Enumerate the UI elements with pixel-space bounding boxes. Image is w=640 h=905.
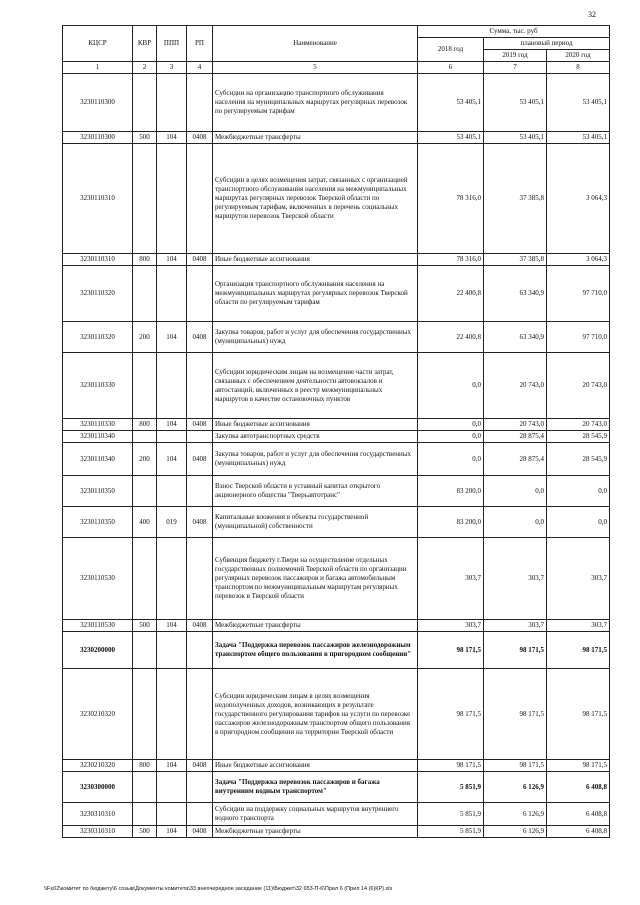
- name-cell: Организация транспортного обслуживания населения на межмуниципальных маршрутах регулярных перевозок Тверской области по регулируемым тарифам: [213, 266, 418, 322]
- kcsr-cell: 3230110320: [63, 322, 133, 353]
- value-2018-cell: 78 316,0: [418, 254, 484, 266]
- value-2019-cell: 63 340,9: [484, 266, 547, 322]
- rp-cell: [187, 803, 213, 826]
- value-2020-cell: 303,7: [547, 538, 610, 620]
- value-2019-cell: 6 126,9: [484, 826, 547, 838]
- table-row: [63, 254, 610, 266]
- table-row: [63, 353, 610, 419]
- kvr-cell: [133, 803, 157, 826]
- value-2020-cell: 98 171,5: [547, 760, 610, 772]
- value-2019-cell: 37 385,8: [484, 254, 547, 266]
- ppp-cell: 104: [157, 322, 187, 353]
- kvr-cell: [133, 772, 157, 803]
- kvr-cell: [133, 74, 157, 132]
- rp-cell: 0408: [187, 760, 213, 772]
- col-ppp-header: ППП: [157, 26, 187, 62]
- table-body: [63, 74, 610, 838]
- kcsr-cell: 3230210320: [63, 669, 133, 760]
- kvr-cell: 400: [133, 507, 157, 538]
- col-kvr-header: КВР: [133, 26, 157, 62]
- table-row: [63, 431, 610, 443]
- kvr-cell: 500: [133, 826, 157, 838]
- table-row: [63, 443, 610, 476]
- col-kcsr-header: КЦСР: [63, 26, 133, 62]
- kvr-cell: [133, 538, 157, 620]
- ppp-cell: [157, 803, 187, 826]
- kvr-cell: 200: [133, 443, 157, 476]
- value-2020-cell: 6 408,8: [547, 803, 610, 826]
- kcsr-cell: 3230110300: [63, 74, 133, 132]
- budget-table: [62, 25, 610, 838]
- ppp-cell: [157, 144, 187, 254]
- ppp-cell: 104: [157, 419, 187, 431]
- kcsr-cell: 3230110530: [63, 538, 133, 620]
- kvr-cell: [133, 431, 157, 443]
- table-row: [63, 266, 610, 322]
- value-2020-cell: 0,0: [547, 507, 610, 538]
- planned-period-header: плановый период: [484, 38, 610, 50]
- value-2018-cell: 98 171,5: [418, 760, 484, 772]
- value-2020-cell: 53 405,1: [547, 132, 610, 144]
- value-2018-cell: 83 200,0: [418, 507, 484, 538]
- col-name-header: Наименование: [213, 26, 418, 62]
- value-2020-cell: 98 171,5: [547, 669, 610, 760]
- ppp-cell: [157, 772, 187, 803]
- kvr-cell: 800: [133, 254, 157, 266]
- value-2018-cell: 53 405,1: [418, 132, 484, 144]
- value-2018-cell: 0,0: [418, 431, 484, 443]
- ppp-cell: 019: [157, 507, 187, 538]
- value-2019-cell: 303,7: [484, 538, 547, 620]
- kvr-cell: [133, 669, 157, 760]
- col-rp-header: РП: [187, 26, 213, 62]
- ppp-cell: [157, 476, 187, 507]
- value-2018-cell: 303,7: [418, 538, 484, 620]
- ppp-cell: [157, 669, 187, 760]
- rp-cell: [187, 266, 213, 322]
- col-number: 4: [187, 62, 213, 74]
- value-2020-cell: 3 064,3: [547, 254, 610, 266]
- kvr-cell: 500: [133, 620, 157, 632]
- value-2018-cell: 0,0: [418, 443, 484, 476]
- rp-cell: 0408: [187, 620, 213, 632]
- rp-cell: [187, 476, 213, 507]
- value-2020-cell: 97 710,0: [547, 322, 610, 353]
- col-2019-header: 2019 год: [484, 50, 547, 62]
- kcsr-cell: 3230110330: [63, 419, 133, 431]
- kcsr-cell: 3230310310: [63, 826, 133, 838]
- value-2020-cell: 6 408,8: [547, 772, 610, 803]
- kcsr-cell: 3230110320: [63, 266, 133, 322]
- rp-cell: [187, 144, 213, 254]
- value-2018-cell: 0,0: [418, 353, 484, 419]
- name-cell: Субвенция бюджету г.Твери на осуществление отдельных государственных полномочий Тверской области по организации регулярных перевозок пассажиров и багажа автомобильным транспортом по межмуниципальным маршрутам регулярных перевозок в Тверской области: [213, 538, 418, 620]
- rp-cell: 0408: [187, 507, 213, 538]
- value-2019-cell: 0,0: [484, 507, 547, 538]
- kcsr-cell: 3230110310: [63, 144, 133, 254]
- ppp-cell: [157, 632, 187, 669]
- table-row: [63, 538, 610, 620]
- ppp-cell: 104: [157, 443, 187, 476]
- kcsr-cell: 3230200000: [63, 632, 133, 669]
- value-2018-cell: 98 171,5: [418, 632, 484, 669]
- value-2019-cell: 6 126,9: [484, 803, 547, 826]
- value-2018-cell: 0,0: [418, 419, 484, 431]
- kvr-cell: 800: [133, 760, 157, 772]
- ppp-cell: [157, 431, 187, 443]
- value-2019-cell: 28 875,4: [484, 443, 547, 476]
- kcsr-cell: 3230110330: [63, 353, 133, 419]
- table-row: [63, 620, 610, 632]
- value-2020-cell: 0,0: [547, 476, 610, 507]
- name-cell: Иные бюджетные ассигнования: [213, 254, 418, 266]
- value-2019-cell: 0,0: [484, 476, 547, 507]
- ppp-cell: [157, 353, 187, 419]
- kvr-cell: [133, 476, 157, 507]
- kvr-cell: 200: [133, 322, 157, 353]
- ppp-cell: 104: [157, 254, 187, 266]
- rp-cell: [187, 772, 213, 803]
- value-2018-cell: 78 316,0: [418, 144, 484, 254]
- col-number: 1: [63, 62, 133, 74]
- value-2020-cell: 97 710,0: [547, 266, 610, 322]
- value-2019-cell: 53 405,1: [484, 74, 547, 132]
- kvr-cell: [133, 266, 157, 322]
- value-2018-cell: 53 405,1: [418, 74, 484, 132]
- value-2019-cell: 6 126,9: [484, 772, 547, 803]
- value-2018-cell: 22 400,8: [418, 266, 484, 322]
- value-2019-cell: 98 171,5: [484, 632, 547, 669]
- rp-cell: [187, 669, 213, 760]
- rp-cell: [187, 538, 213, 620]
- page-number: 32: [588, 10, 596, 19]
- name-cell: Субсидии на поддержку социальных маршрутов внутреннего водного транспорта: [213, 803, 418, 826]
- ppp-cell: [157, 266, 187, 322]
- kcsr-cell: 3230210320: [63, 760, 133, 772]
- kvr-cell: 500: [133, 132, 157, 144]
- name-cell: Иные бюджетные ассигнования: [213, 760, 418, 772]
- name-cell: Субсидии на организацию транспортного обслуживания населения на муниципальных маршрутах регулярных перевозок по регулируемым тарифам: [213, 74, 418, 132]
- value-2019-cell: 63 340,9: [484, 322, 547, 353]
- ppp-cell: [157, 74, 187, 132]
- value-2019-cell: 20 743,0: [484, 353, 547, 419]
- col-number: 2: [133, 62, 157, 74]
- name-cell: Капитальные вложения в объекты государственной (муниципальной) собственности: [213, 507, 418, 538]
- value-2018-cell: 98 171,5: [418, 669, 484, 760]
- name-cell: Задача "Поддержка перевозок пассажиров железнодорожным транспортом общего пользования в пригородном сообщении": [213, 632, 418, 669]
- name-cell: Взнос Тверской области в уставный капитал открытого акционерного общества "Тверьавтотранс": [213, 476, 418, 507]
- kcsr-cell: 3230300000: [63, 772, 133, 803]
- value-2020-cell: 303,7: [547, 620, 610, 632]
- table-row: [63, 419, 610, 431]
- rp-cell: [187, 632, 213, 669]
- value-2018-cell: 5 851,9: [418, 826, 484, 838]
- table-row: [63, 772, 610, 803]
- col-number: 8: [547, 62, 610, 74]
- col-2020-header: 2020 год: [547, 50, 610, 62]
- value-2020-cell: 28 545,9: [547, 431, 610, 443]
- name-cell: Субсидии юридическим лицам на возмещение части затрат, связанных с обеспечением деятельности автовокзалов и автостанций, включенных в реестр межмуниципальных маршрутов в качестве остановочных пунктов: [213, 353, 418, 419]
- value-2020-cell: 20 743,0: [547, 419, 610, 431]
- rp-cell: 0408: [187, 419, 213, 431]
- table-row: [63, 803, 610, 826]
- ppp-cell: 104: [157, 132, 187, 144]
- kcsr-cell: 3230110300: [63, 132, 133, 144]
- table-row: [63, 507, 610, 538]
- table-row: [63, 476, 610, 507]
- table-row: [63, 132, 610, 144]
- col-number: 3: [157, 62, 187, 74]
- table-row: [63, 760, 610, 772]
- table-row: [63, 826, 610, 838]
- value-2018-cell: 83 200,0: [418, 476, 484, 507]
- value-2020-cell: 20 743,0: [547, 353, 610, 419]
- rp-cell: 0408: [187, 254, 213, 266]
- kvr-cell: [133, 632, 157, 669]
- value-2019-cell: 37 385,8: [484, 144, 547, 254]
- kcsr-cell: 3230310310: [63, 803, 133, 826]
- kcsr-cell: 3230110340: [63, 431, 133, 443]
- value-2018-cell: 303,7: [418, 620, 484, 632]
- rp-cell: 0408: [187, 443, 213, 476]
- kvr-cell: [133, 353, 157, 419]
- table-row: [63, 632, 610, 669]
- col-2018-header: 2018 год: [418, 38, 484, 62]
- ppp-cell: 104: [157, 826, 187, 838]
- value-2018-cell: 5 851,9: [418, 803, 484, 826]
- value-2019-cell: 28 875,4: [484, 431, 547, 443]
- table-row: [63, 74, 610, 132]
- rp-cell: 0408: [187, 132, 213, 144]
- value-2019-cell: 53 405,1: [484, 132, 547, 144]
- kcsr-cell: 3230110530: [63, 620, 133, 632]
- name-cell: Межбюджетные трансферты: [213, 132, 418, 144]
- value-2020-cell: 3 064,3: [547, 144, 610, 254]
- table-row: [63, 322, 610, 353]
- value-2020-cell: 53 405,1: [547, 74, 610, 132]
- sum-header: Сумма, тыс. руб: [418, 26, 610, 38]
- ppp-cell: 104: [157, 620, 187, 632]
- ppp-cell: [157, 538, 187, 620]
- name-cell: Задача "Поддержка перевозок пассажиров и багажа внутренним водным транспортом": [213, 772, 418, 803]
- name-cell: Закупка товаров, работ и услуг для обеспечения государственных (муниципальных) нужд: [213, 322, 418, 353]
- name-cell: Межбюджетные трансферты: [213, 826, 418, 838]
- name-cell: Закупка автотранспортных средств: [213, 431, 418, 443]
- kvr-cell: 800: [133, 419, 157, 431]
- name-cell: Иные бюджетные ассигнования: [213, 419, 418, 431]
- rp-cell: 0408: [187, 826, 213, 838]
- rp-cell: [187, 74, 213, 132]
- kvr-cell: [133, 144, 157, 254]
- rp-cell: [187, 431, 213, 443]
- value-2020-cell: 6 408,8: [547, 826, 610, 838]
- col-number: 6: [418, 62, 484, 74]
- file-path-footer: \\Fs02\комитет по бюджету\6 созыв\Документы комитета\33 внеочередное заседание (11)\Бюджет\32 653-П-6\Прил 6 (Прил 14 (6)КР).xls: [44, 886, 393, 892]
- table-row: [63, 144, 610, 254]
- value-2018-cell: 5 851,9: [418, 772, 484, 803]
- value-2018-cell: 22 400,8: [418, 322, 484, 353]
- value-2020-cell: 98 171,5: [547, 632, 610, 669]
- name-cell: Субсидии юридическим лицам в целях возмещения недополученных доходов, возникающих в результате государственного регулирования тарифов на услуги по перевозке пассажиров железнодорожным транспортом общего пользования в пригородном сообщении на территории Тверской области: [213, 669, 418, 760]
- value-2019-cell: 303,7: [484, 620, 547, 632]
- value-2019-cell: 20 743,0: [484, 419, 547, 431]
- name-cell: Межбюджетные трансферты: [213, 620, 418, 632]
- value-2019-cell: 98 171,5: [484, 669, 547, 760]
- rp-cell: 0408: [187, 322, 213, 353]
- kcsr-cell: 3230110340: [63, 443, 133, 476]
- name-cell: Закупка товаров, работ и услуг для обеспечения государственных (муниципальных) нужд: [213, 443, 418, 476]
- col-number: 7: [484, 62, 547, 74]
- name-cell: Субсидии в целях возмещения затрат, связанных с организацией транспортного обслуживания населения на межмуниципальных маршрутах регулярных перевозок Тверской области по регулируемым тарифам, включенных в перечень социальных маршрутов перевозок Тверской области: [213, 144, 418, 254]
- value-2019-cell: 98 171,5: [484, 760, 547, 772]
- kcsr-cell: 3230110350: [63, 476, 133, 507]
- kcsr-cell: 3230110310: [63, 254, 133, 266]
- rp-cell: [187, 353, 213, 419]
- table-row: [63, 669, 610, 760]
- kcsr-cell: 3230110350: [63, 507, 133, 538]
- col-number: 5: [213, 62, 418, 74]
- value-2020-cell: 28 545,9: [547, 443, 610, 476]
- ppp-cell: 104: [157, 760, 187, 772]
